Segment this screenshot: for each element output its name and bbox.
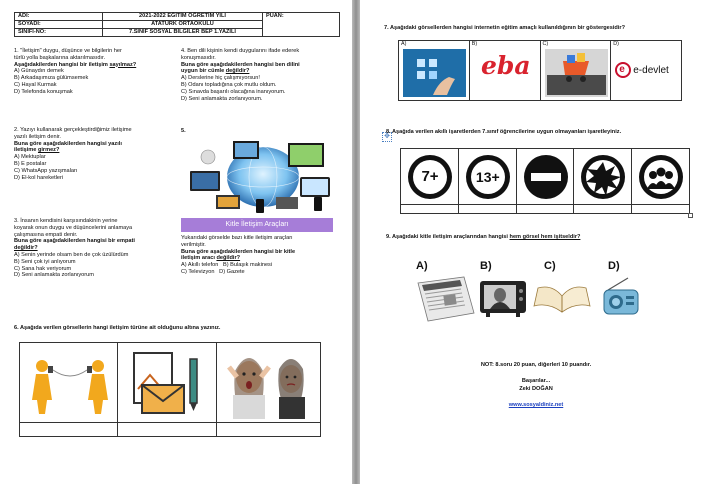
q9-title-emphasis: hem görsel hem işitseldir?: [509, 234, 581, 240]
good-luck-text: Başarılar...: [521, 378, 551, 384]
mass-media-banner-text: Kitle İletişim Araçları: [225, 221, 289, 228]
q3-line: 3. İnsanın kendisini karşısındakinin yerine: [14, 218, 118, 224]
question-3: [14, 218, 179, 279]
q5-prompt-emphasis: değildir?: [216, 255, 241, 262]
q1-option-a: A) Günaydın demek: [14, 68, 64, 75]
q7-option-c-label: C): [542, 41, 549, 47]
question-5: [181, 235, 346, 276]
edevlet-logo-text: e-devlet: [633, 65, 669, 76]
exam-page-left: [0, 0, 352, 484]
letter-envelope-illustration: [128, 349, 208, 417]
q1-prompt-emphasis: sayılmaz?: [109, 61, 137, 68]
class-no-label: SINIFI-NO:: [15, 29, 103, 37]
q4-prompt: Buna göre aşağıdakilerden hangisi ben dilini: [181, 61, 300, 68]
q2-prompt: Buna göre aşağıdakilerden hangisi yazılı: [14, 140, 122, 147]
edevlet-logo-icon: e: [615, 62, 631, 78]
q8-cell-7plus[interactable]: [401, 149, 459, 205]
q2-line: 2. Yazıyı kullanarak gerçekleştirdiğimiz iletişime: [14, 127, 132, 133]
surname-label: SOYADI:: [15, 21, 103, 29]
name-label: ADI:: [15, 13, 103, 21]
q6-title: 6. Aşağıda verilen görsellerin hangi iletişim türüne ait olduğunu altına yazınız.: [14, 325, 221, 331]
q5-line: verilmiştir.: [181, 241, 206, 248]
q3-option-b: B) Seni çok iyi anlıyorum: [14, 258, 76, 265]
q7-option-b-cell[interactable]: [469, 41, 540, 101]
mass-media-devices-illustration: [188, 133, 338, 215]
q8-cell-negative[interactable]: [516, 149, 574, 205]
q7-option-c-cell[interactable]: [540, 41, 611, 101]
q3-option-c: C) Sana hak veriyorum: [14, 265, 72, 272]
school-year: 2021-2022 EĞİTİM ÖĞRETİM YILI: [103, 13, 263, 21]
facial-expressions-illustration: [221, 347, 317, 419]
touchscreen-hand-image: [403, 49, 466, 97]
q8-cell-13plus[interactable]: [458, 149, 516, 205]
q3-line: koyarak onun duygu ve düşüncelerini anlamaya: [14, 224, 133, 231]
q7-option-d-cell[interactable]: [611, 41, 682, 101]
q3-prompt: Buna göre aşağıdakilerden hangisi bir empati: [14, 238, 135, 245]
q8-title: 8. Aşağıda verilen akıllı işaretlerden 7.sınıf öğrencilerine uygun olmayanları işaretleyiniz.: [386, 129, 622, 135]
q1-option-b: B) Arkadaşımıza gülümsemek: [14, 75, 89, 82]
q2-option-b: B) E postalar: [14, 160, 47, 167]
q2-option-d: D) El-kol hareketleri: [14, 174, 64, 181]
eba-logo: eba: [480, 51, 531, 80]
question-1: [14, 48, 174, 96]
q4-option-c: C) Sınavda başarılı olacağına inanıyorum.: [181, 88, 286, 95]
q8-cell-violence[interactable]: [574, 149, 632, 205]
table-resize-handle[interactable]: [688, 213, 693, 218]
q6-cell-phone-call: [20, 343, 118, 423]
q9-option-d-label: D): [608, 260, 620, 272]
q3-option-a: A) Senin yerinde olsam ben de çok üzülürdüm: [14, 251, 129, 258]
q6-cell-letter: [117, 343, 217, 423]
q9-option-b-label: B): [480, 260, 492, 272]
teacher-name: Zeki DOĞAN: [519, 386, 553, 392]
q2-line: yazılı iletişim denir.: [14, 133, 61, 140]
television-icon: [478, 277, 528, 319]
q2-prompt-emphasis: girmez?: [37, 147, 60, 154]
q4-line: 4. Ben dili kişinin kendi duygularını ifade ederek: [181, 48, 300, 54]
q5-option-a: A) Akıllı telefon: [181, 262, 219, 269]
q2-prompt: iletişime: [14, 147, 38, 154]
q4-option-d: D) Seni anlamakta zorlanıyorum.: [181, 95, 263, 102]
q4-prompt: uygun bir cümle: [181, 68, 226, 75]
question-2: [14, 127, 174, 181]
website-link[interactable]: www.sosyaldiniz.net: [508, 402, 564, 408]
student-info-table: [14, 12, 340, 37]
exam-page-right: [360, 0, 712, 484]
q4-option-a: A) Derslerine hiç çalışmıyorsun!: [181, 75, 260, 82]
q7-title: 7. Aşağıdaki görsellerden hangisi internetin eğitim amaçlı kullanıldığının bir göstergesidir?: [384, 25, 625, 31]
phone-call-illustration: [28, 348, 112, 418]
q2-option-c: C) WhatsApp yazışmaları: [14, 167, 78, 174]
q5-option-d: D) Gazete: [219, 268, 245, 275]
question-4: [181, 48, 346, 102]
q9-option-a-label: A): [416, 260, 428, 272]
q1-prompt: Aşağıdakilerden hangisi bir iletişim: [14, 61, 110, 68]
q3-line: çalışmasına empati denir.: [14, 231, 78, 238]
q4-option-b: B) Odanı topladığına çok mutlu oldum.: [181, 81, 277, 88]
q1-option-c: C) Hayal Kurmak: [14, 81, 57, 88]
exam-name: 7.SINIF SOSYAL BİLGİLER BEP 1.YAZILI: [103, 29, 263, 37]
open-book-icon: [532, 282, 592, 316]
move-handle-icon[interactable]: ✥: [382, 132, 392, 142]
q9-option-c-label: C): [544, 260, 556, 272]
q6-cell-gestures: [217, 343, 321, 423]
q4-line: konuşmasıdır.: [181, 54, 216, 61]
q5-number: 5.: [181, 128, 186, 134]
mass-media-banner: [181, 218, 333, 232]
q5-prompt: iletişim aracı: [181, 255, 217, 262]
q7-options-table: [398, 40, 682, 101]
page-gutter: [352, 0, 360, 484]
group-audience-icon: [639, 155, 683, 199]
school-name: ATATÜRK ORTAOKULU: [103, 21, 263, 29]
age-7-plus-text: 7+: [413, 160, 447, 194]
q5-line: Yukarıdaki görselde bazı kitle iletişim araçları: [181, 235, 293, 241]
q5-prompt: Buna göre aşağıdakilerden hangisi bir kitle: [181, 248, 296, 255]
q2-option-a: A) Mektuplar: [14, 154, 46, 161]
q7-option-d-label: D): [613, 41, 619, 47]
q1-line: 1. "İletişim" duygu, düşünce ve bilgilerin her: [14, 48, 122, 54]
q7-option-a-label: A): [401, 41, 407, 47]
age-13-plus-text: 13+: [471, 160, 505, 194]
q6-answer-table: [19, 342, 321, 437]
scoring-note: NOT: 8.soru 20 puan, diğerleri 10 puandır.: [480, 362, 592, 368]
q7-option-a-cell[interactable]: [399, 41, 470, 101]
q3-option-d: D) Seni anlamakta zorlanıyorum: [14, 272, 94, 279]
q1-line: türlü yolla başkalarına aktarılmasıdır.: [14, 54, 106, 61]
q3-prompt-emphasis: değildir?: [14, 245, 38, 252]
q4-prompt-emphasis: değildir?: [225, 68, 250, 75]
q1-option-d: D) Telefonda konuşmak: [14, 88, 73, 95]
online-shopping-cart-image: [545, 49, 608, 97]
radio-icon: [600, 276, 642, 318]
q7-option-b-label: B): [471, 41, 478, 47]
score-label: PUAN:: [263, 13, 340, 37]
q9-title-text: 9. Aşağıdaki kitle iletişim araçlarından hangisi: [386, 234, 510, 240]
q8-cell-group[interactable]: [632, 149, 690, 205]
q5-option-b: B) Bulaşık makinesi: [222, 262, 273, 269]
q9-title: [386, 234, 580, 241]
age-7-plus-icon: [408, 155, 452, 199]
violence-icon: [581, 155, 625, 199]
negative-example-icon: [524, 155, 568, 199]
q8-signs-table: [400, 148, 690, 214]
newspaper-icon: [414, 275, 478, 323]
age-13-plus-icon: [466, 155, 510, 199]
q5-option-c: C) Televizyon: [181, 268, 215, 275]
